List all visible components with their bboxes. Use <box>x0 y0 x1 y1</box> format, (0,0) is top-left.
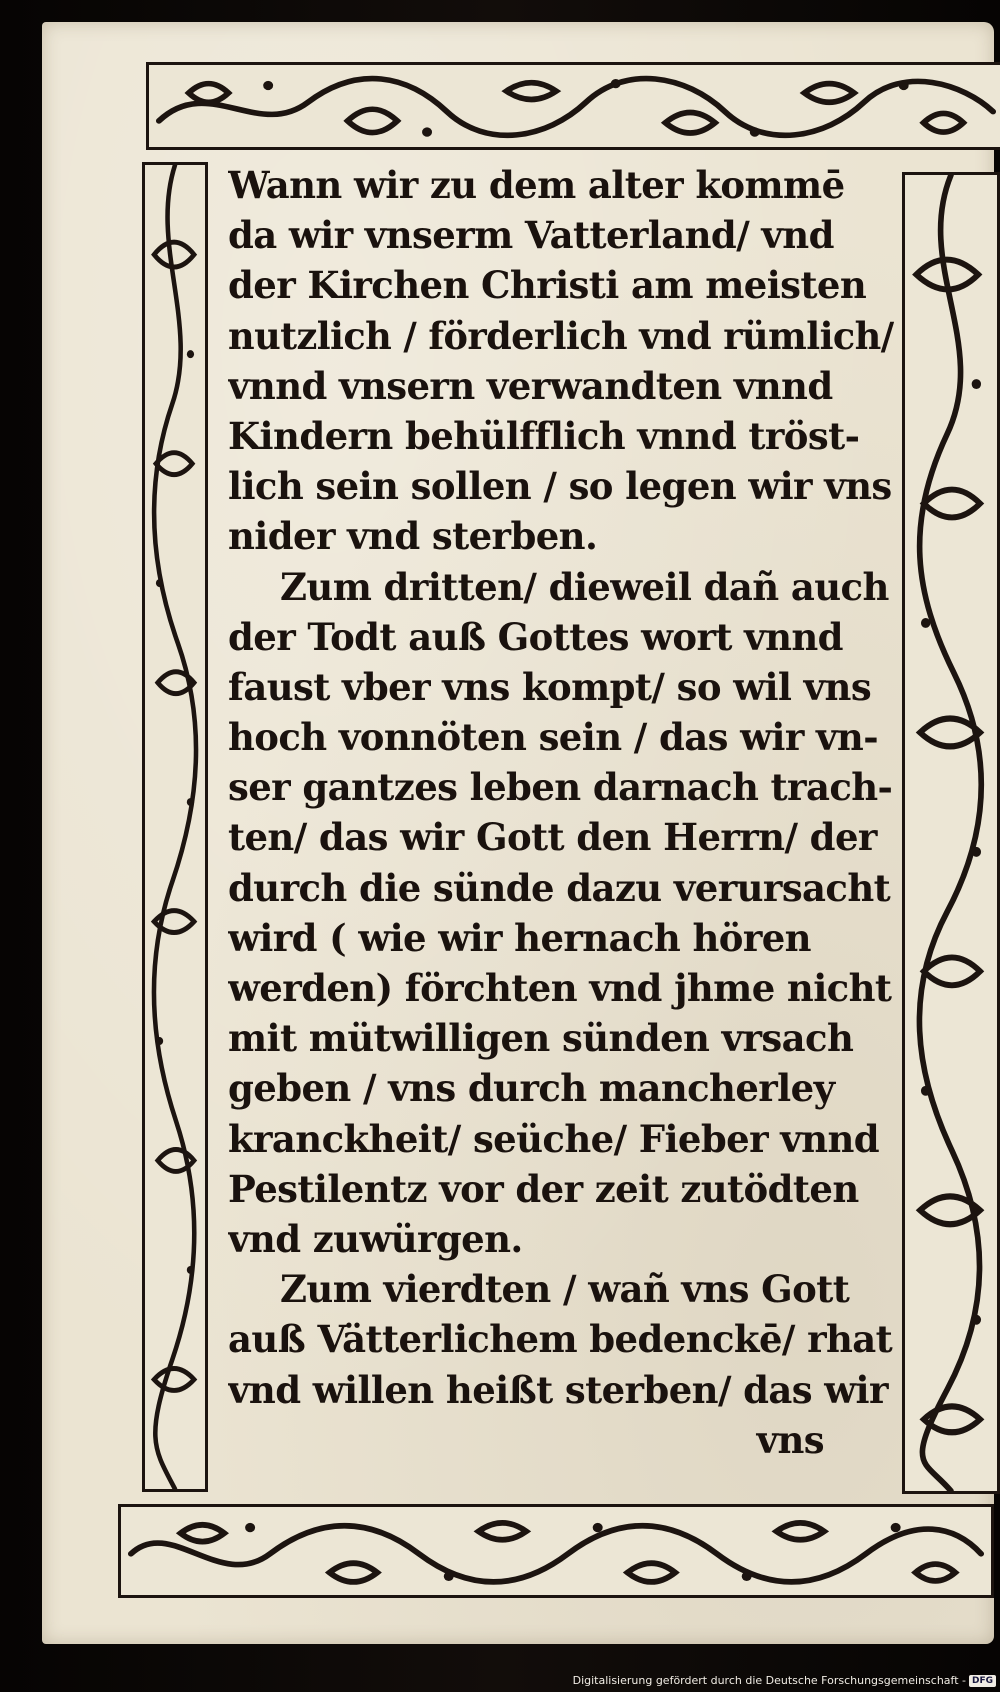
right-ornamental-border <box>902 172 1000 1494</box>
text-line-24: auß Vätterlichem bedenckē/ rhat <box>228 1317 893 1362</box>
text-line-3: der Kirchen Christi am meisten <box>228 263 867 308</box>
text-line-10: der Todt auß Gottes wort vnnd <box>228 614 843 659</box>
text-line-2: da wir vnserm Vatterland/ vnd <box>228 213 834 258</box>
left-ornamental-border <box>142 162 208 1492</box>
catchword: vns <box>756 1417 824 1462</box>
text-line-21: Pestilentz vor der zeit zutödten <box>228 1166 859 1211</box>
text-line-14: ten/ das wir Gott den Herrn/ der <box>228 815 877 860</box>
text-line-22: vnd zuwürgen. <box>228 1216 523 1261</box>
text-line-23: Zum vierdten / wañ vns Gott <box>280 1267 850 1312</box>
text-line-18: mit mütwilligen sünden vrsach <box>228 1016 854 1061</box>
digitization-footer <box>560 1673 996 1689</box>
bottom-ornamental-border <box>118 1504 994 1598</box>
text-line-15: durch die sünde dazu verursacht <box>228 865 891 910</box>
text-line-9: Zum dritten/ dieweil dañ auch <box>280 564 889 609</box>
text-line-20: kranckheit/ seüche/ Fieber vnnd <box>228 1116 880 1161</box>
text-line-13: ser gantzes leben darnach trach- <box>228 765 893 810</box>
text-line-16: wird ( wie wir hernach hören <box>228 915 811 960</box>
book-page <box>42 22 994 1644</box>
text-line-8: nider vnd sterben. <box>228 514 598 559</box>
text-line-5: vnnd vnsern verwandten vnnd <box>228 363 833 408</box>
text-line-17: werden) förchten vnd jhme nicht <box>228 966 892 1010</box>
text-line-19: geben / vns durch mancherley <box>228 1066 835 1111</box>
footer-text: Digitalisierung gefördert durch die Deutsche Forschungsgemeinschaft - <box>572 1674 966 1687</box>
text-line-4: nutzlich / förderlich vnd rümlich/ <box>228 313 894 358</box>
text-line-25: vnd willen heißt sterben/ das wir <box>228 1367 888 1412</box>
dfg-logo: DFG <box>969 1675 996 1687</box>
text-line-7: lich sein sollen / so legen wir vns <box>228 464 892 509</box>
body-text <box>228 160 894 1490</box>
top-ornamental-border <box>146 62 1000 150</box>
text-line-11: faust vber vns kompt/ so wil vns <box>228 664 872 709</box>
text-line-1: Wann wir zu dem alter kommē <box>228 163 845 207</box>
text-line-12: hoch vonnöten sein / das wir vn- <box>228 715 878 760</box>
text-line-6: Kindern behülfflich vnnd tröst- <box>228 413 860 458</box>
